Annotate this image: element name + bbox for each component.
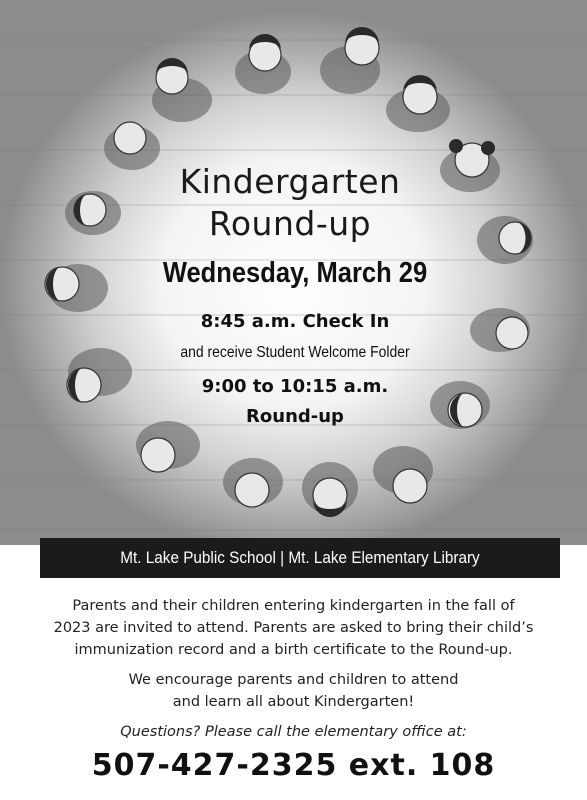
paragraph1-line: Parents and their children entering kindergarten in the fall of bbox=[72, 598, 515, 614]
paragraph2-line: and learn all about Kindergarten! bbox=[172, 694, 415, 710]
invitation-paragraph bbox=[20, 595, 567, 661]
event-date: Wednesday, March 29 bbox=[162, 257, 428, 289]
checkin-time: 8:45 a.m. Check In bbox=[200, 311, 390, 332]
paragraph1-line: 2023 are invited to attend. Parents are asked to bring their child’s bbox=[53, 620, 534, 636]
title-line1: Kindergarten bbox=[179, 162, 401, 201]
title-line2: Round-up bbox=[208, 204, 372, 243]
roundup-time: 9:00 to 10:15 a.m. bbox=[201, 376, 389, 397]
paragraph1-line: immunization record and a birth certificate to the Round-up. bbox=[74, 642, 513, 658]
checkin-note: and receive Student Welcome Folder bbox=[180, 344, 410, 361]
encouragement-paragraph bbox=[20, 669, 567, 713]
location-band bbox=[40, 538, 560, 578]
roundup-label: Round-up bbox=[246, 406, 344, 427]
phone-number: 507-427-2325 ext. 108 bbox=[91, 748, 496, 783]
location-text: Mt. Lake Public School | Mt. Lake Elementary Library bbox=[120, 548, 480, 567]
questions-text: Questions? Please call the elementary office at: bbox=[120, 724, 467, 740]
paragraph2-line: We encourage parents and children to attend bbox=[128, 672, 459, 688]
